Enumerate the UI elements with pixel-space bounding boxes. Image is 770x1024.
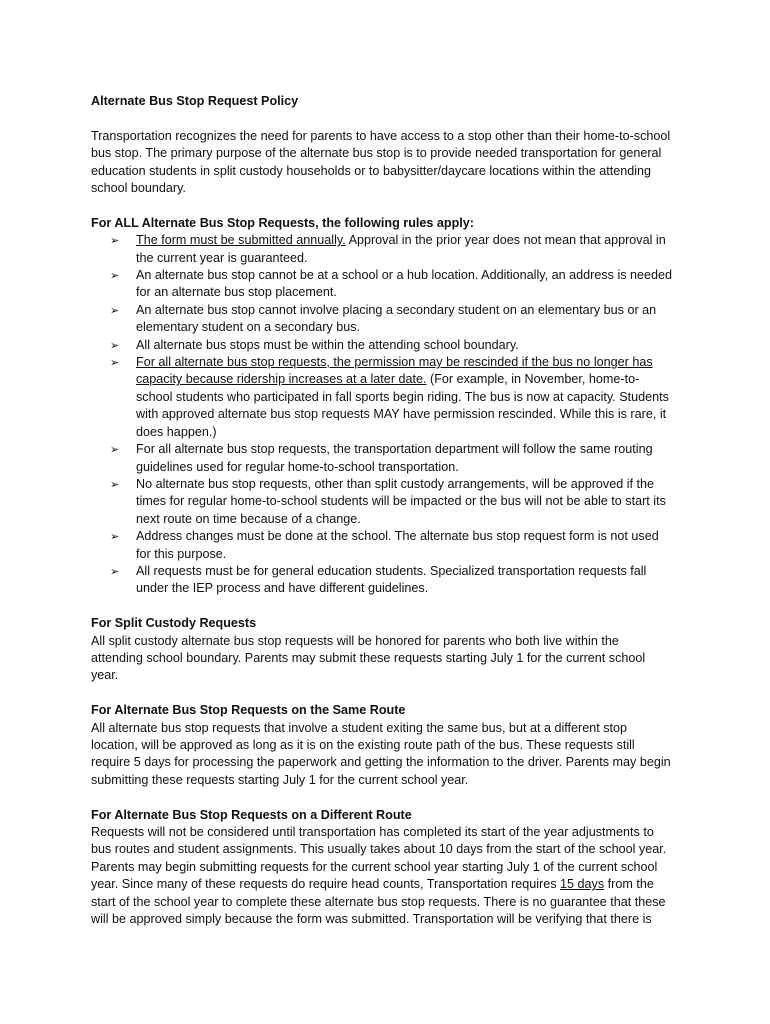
arrow-bullet-icon: ➢ (110, 303, 120, 317)
different-route-heading: For Alternate Bus Stop Requests on a Different Route (91, 807, 412, 822)
page-title: Alternate Bus Stop Request Policy (91, 94, 299, 108)
rule-text: All requests must be for general education students. Specialized transportation requests fall under the IEP process and have different guidelines. (136, 563, 647, 596)
rules-list (91, 232, 674, 598)
rule-text: Address changes must be done at the school. The alternate bus stop request form is not used for this purpose. (136, 529, 659, 561)
different-route-body-start: Requests will not be considered until transportation has completed its start of the year adjustments to bus routes and student assignments. This usually takes about 10 days from the start of the school year. Parents may begin submitting requests for the current school year starting July 1 of the current school year. Since many of these requests do require head counts, Transportation requires (91, 824, 667, 892)
rules-heading: For ALL Alternate Bus Stop Requests, the following rules apply: (91, 215, 474, 230)
different-route-body-end: from the start of the school year to complete these alternate bus stop requests. There is no guarantee that these will be approved simply because the form was submitted. Transportation will be verifying that there is (91, 877, 666, 927)
arrow-bullet-icon: ➢ (110, 477, 120, 491)
rule-text: An alternate bus stop cannot be at a school or a hub location. Additionally, an address is needed for an alternate bus stop placement. (136, 268, 673, 300)
split-custody-section (91, 615, 674, 685)
rule-text: For all alternate bus stop requests, the transportation department will follow the same routing guidelines used for regular home-to-school transportation. (136, 442, 653, 474)
same-route-section (91, 702, 674, 789)
same-route-heading: For Alternate Bus Stop Requests on the Same Route (91, 703, 406, 718)
rule-item (91, 563, 674, 598)
arrow-bullet-icon: ➢ (110, 564, 120, 578)
rule-item (91, 302, 674, 337)
arrow-bullet-icon: ➢ (110, 234, 120, 248)
arrow-bullet-icon: ➢ (110, 530, 120, 544)
rule-item (91, 354, 674, 441)
rule-text: An alternate bus stop cannot involve placing a secondary student on an elementary bus or an elementary student on a secondary bus. (136, 302, 657, 335)
rule-item (91, 476, 674, 528)
intro-paragraph: Transportation recognizes the need for parents to have access to a stop other than their home-to-school bus stop. The primary purpose of the alternate bus stop is to provide needed transportation for general education students in split custody households or to babysitter/daycare locations within the attending school boundary. (91, 128, 671, 196)
rule-underlined-text: The form must be submitted annually. (136, 233, 346, 248)
rule-item (91, 267, 674, 302)
arrow-bullet-icon: ➢ (110, 356, 120, 370)
rule-item (91, 232, 674, 267)
split-custody-body: All split custody alternate bus stop requests will be honored for parents who both live within the attending school boundary. Parents may submit these requests starting July 1 for the current school year. (91, 633, 646, 683)
rule-item (91, 337, 674, 354)
rule-text: No alternate bus stop requests, other than split custody arrangements, will be approved if the times for regular home-to-school students will be impacted or the bus will not be able to start its next route on time because of a change. (136, 476, 666, 526)
different-route-body (91, 824, 674, 928)
rule-text: All alternate bus stops must be within the attending school boundary. (136, 337, 519, 352)
rule-item (91, 528, 674, 563)
rule-item (91, 441, 674, 476)
different-route-body-underlined: 15 days (560, 877, 605, 892)
arrow-bullet-icon: ➢ (110, 443, 120, 457)
rule-text: Approval in the prior year does not mean that approval in the current year is guaranteed. (136, 233, 666, 265)
different-route-section (91, 807, 674, 929)
rule-text: (For example, in November, home-to-school students who participated in fall sports begin riding. The bus is now at capacity. Students with approved alternate bus stop requests MAY have permission rescinded. While this is rare, it does happen.) (136, 372, 669, 439)
arrow-bullet-icon: ➢ (110, 269, 120, 283)
arrow-bullet-icon: ➢ (110, 338, 120, 352)
rule-underlined-text: For all alternate bus stop requests, the permission may be rescinded if the bus no longer has capacity because ridership increases at a later date. (136, 355, 653, 387)
split-custody-heading: For Split Custody Requests (91, 616, 257, 631)
same-route-body: All alternate bus stop requests that involve a student exiting the same bus, but at a different stop location, will be approved as long as it is on the existing route path of the bus. These requests still require 5 days for processing the paperwork and getting the information to the driver. Parents may begin submitting these requests starting July 1 for the current school year. (91, 720, 671, 787)
